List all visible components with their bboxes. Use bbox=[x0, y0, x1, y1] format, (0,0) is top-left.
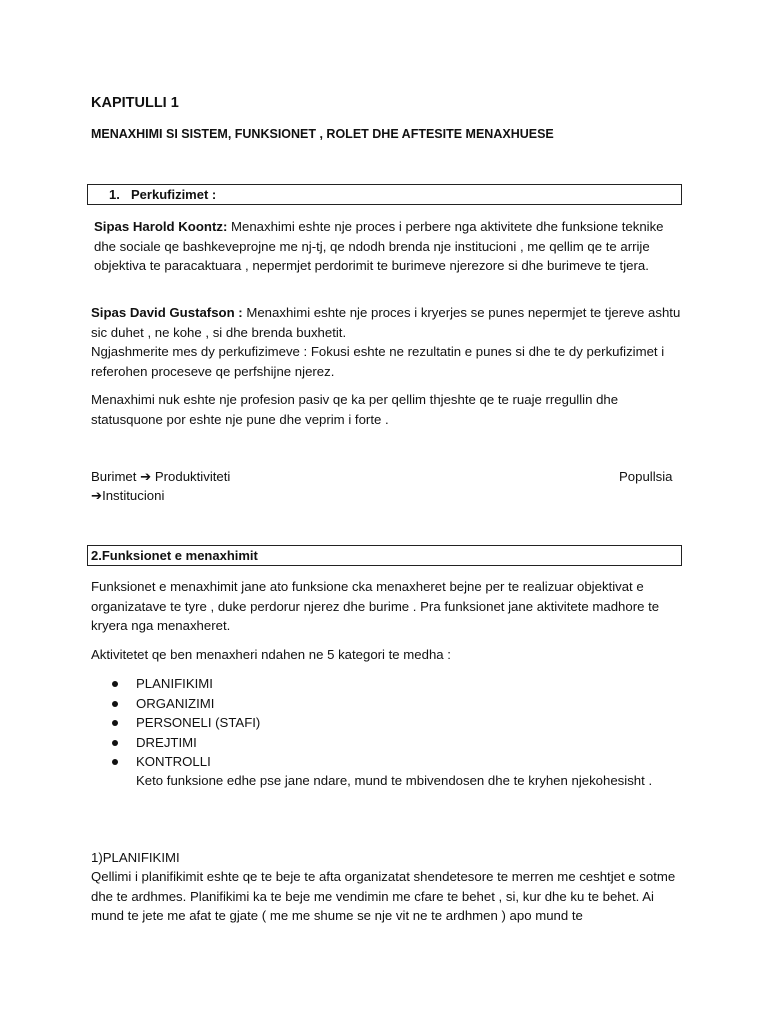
koontz-label: Sipas Harold Koontz: bbox=[94, 219, 228, 234]
section-number: 1. bbox=[109, 187, 120, 202]
resource-flow-line2 bbox=[91, 486, 164, 506]
category-label: PLANIFIKIMI bbox=[136, 676, 213, 691]
resource-flow-line1 bbox=[91, 467, 230, 487]
chapter-title: KAPITULLI 1 bbox=[91, 95, 179, 111]
flow-institucioni: Institucioni bbox=[102, 488, 165, 503]
flow-produktiviteti: Produktiviteti bbox=[154, 469, 231, 484]
gustafson-text: Menaxhimi eshte nje proces i kryerjes se punes nepermjet te tjereve ashtu sic duhet , ne kohe , si dhe brenda buxhetit. bbox=[91, 305, 681, 340]
gustafson-definition bbox=[91, 303, 681, 381]
bullet-icon bbox=[112, 681, 118, 687]
categories-intro: Aktivitetet qe ben menaxheri ndahen ne 5 kategori te medha : bbox=[91, 647, 451, 662]
arrow-right-icon: ➔ bbox=[140, 469, 152, 484]
category-label: PERSONELI (STAFI) bbox=[136, 715, 261, 730]
bullet-icon bbox=[112, 720, 118, 726]
arrow-right-icon: ➔ bbox=[91, 488, 103, 503]
flow-populsia: Popullsia bbox=[619, 469, 673, 484]
section-heading-definitions bbox=[87, 184, 682, 205]
koontz-text: Menaxhimi eshte nje proces i perbere nga aktivitete dhe funksione teknike dhe sociale qe bashkeveprojne me nj-tj, qe ndodh brenda nje institucioni , me qellim qe te arrije objektiva te paracaktuara , nepermjet perdorimit te burimeve njerezore si dhe burimeve te tjera. bbox=[94, 219, 664, 273]
categories-note: Keto funksione edhe pse jane ndare, mund te mbivendosen dhe te kryhen njekohesisht . bbox=[136, 773, 653, 788]
category-label: DREJTIMI bbox=[136, 734, 197, 750]
category-label: ORGANIZIMI bbox=[136, 695, 215, 711]
active-management-paragraph: Menaxhimi nuk eshte nje profesion pasiv qe ka per qellim thjeshte qe te ruaje rregullin dhe statusquone por eshte nje pune dhe veprim i forte . bbox=[91, 392, 619, 427]
planning-heading: 1)PLANIFIKIMI bbox=[91, 850, 180, 865]
section-heading-functions: 2.Funksionet e menaxhimit bbox=[87, 545, 682, 566]
section-title: Perkufizimet : bbox=[131, 187, 217, 202]
similarity-text: Ngjashmerite mes dy perkufizimeve : Fokusi eshte ne rezultatin e punes si dhe te dy perkufizimet i referohen proceseve qe perfshijne njerez. bbox=[91, 344, 665, 379]
gustafson-label: Sipas David Gustafson : bbox=[91, 305, 243, 320]
planning-paragraph: Qellimi i planifikimit eshte qe te beje te afta organizatat shendetesore te merren me ceshtjet e sotme dhe te ardhmes. Planifikimi ka te beje me vendimin me cfare te behet , si, kur dhe ku te behet. Ai mund te jete me afat te gjate ( me me shume se nje vit ne te ardhmen ) apo mund te bbox=[91, 869, 676, 923]
category-label: KONTROLLI bbox=[136, 754, 211, 769]
chapter-subtitle: MENAXHIMI SI SISTEM, FUNKSIONET , ROLET DHE AFTESITE MENAXHUESE bbox=[91, 127, 554, 141]
bullet-icon bbox=[112, 740, 118, 746]
functions-intro: Funksionet e menaxhimit jane ato funksione cka menaxheret bejne per te realizuar objektivat e organizatave te tyre , duke perdorur njerez dhe burime . Pra funksionet jane aktivitete madhore te kryera nga menaxheret. bbox=[91, 579, 660, 633]
bullet-icon bbox=[112, 759, 118, 765]
koontz-definition bbox=[94, 217, 684, 276]
bullet-icon bbox=[112, 701, 118, 707]
flow-burimet: Burimet bbox=[91, 469, 137, 484]
